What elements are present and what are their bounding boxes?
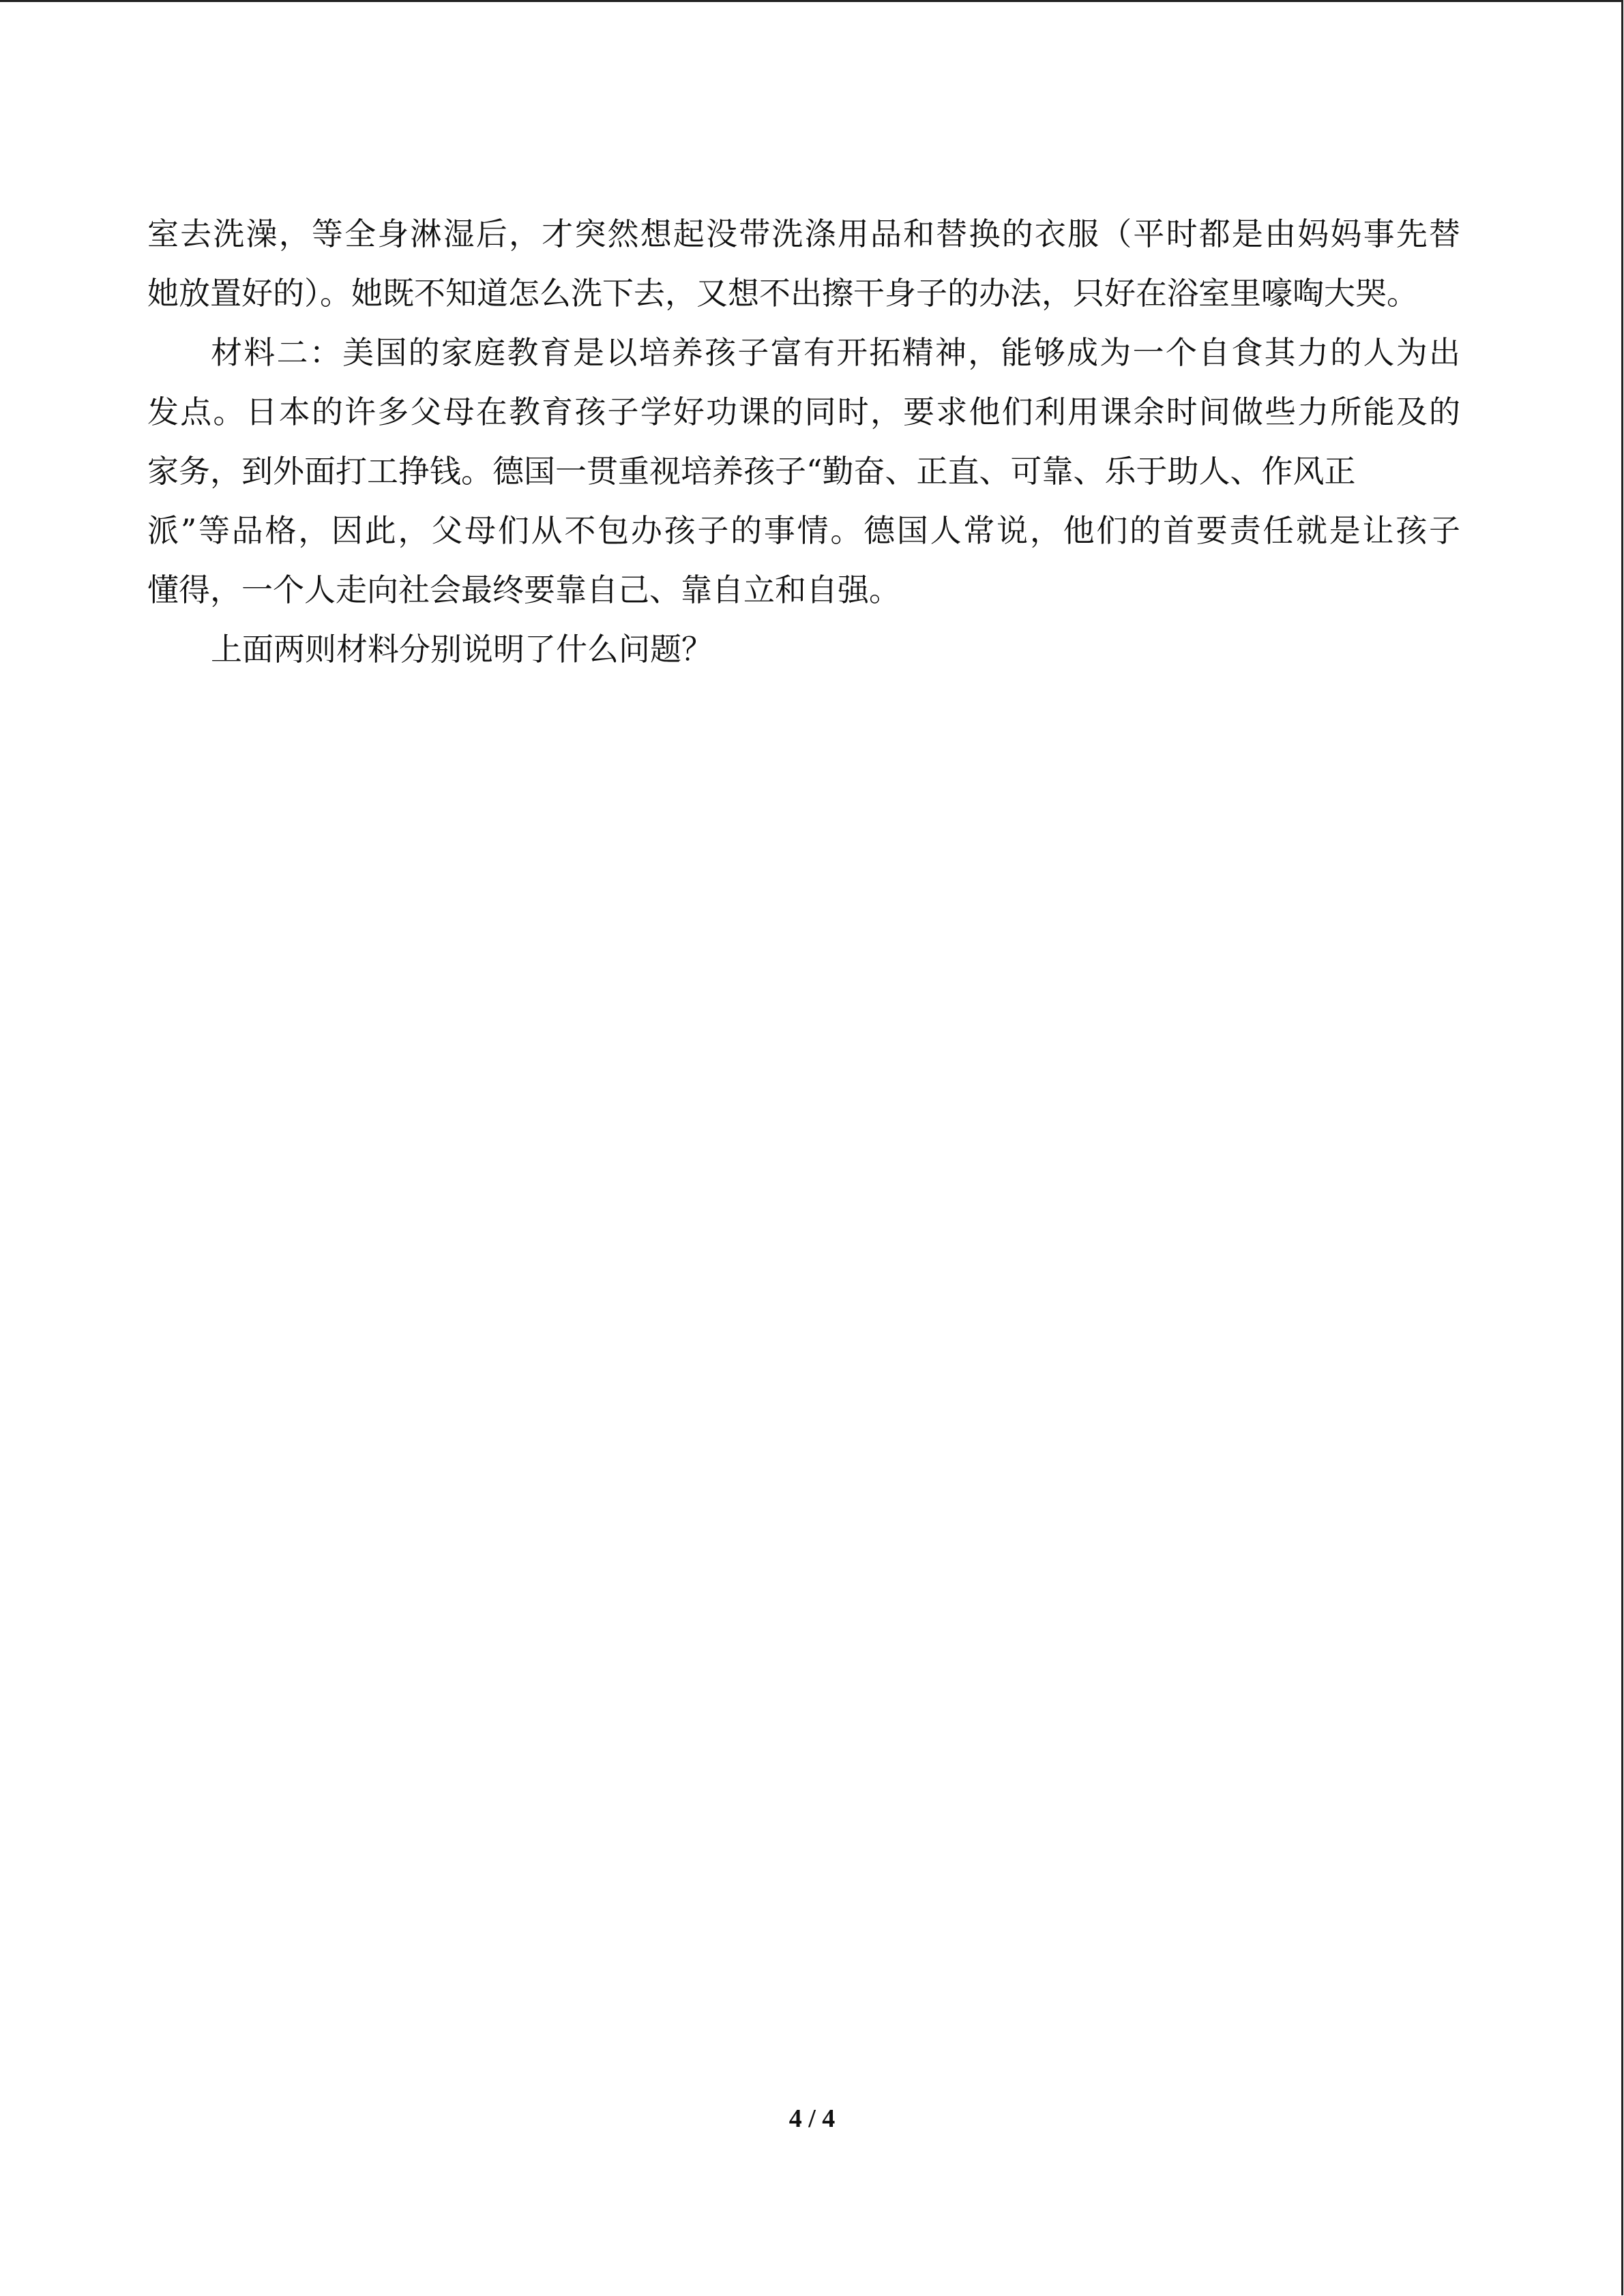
page-number: 4 / 4 bbox=[788, 2104, 836, 2133]
document-body bbox=[147, 205, 1460, 679]
material-two-line-1: 材料二：美国的家庭教育是以培养孩子富有开拓精神，能够成为一个自食其力的人为出 bbox=[211, 334, 1460, 371]
paragraph-line-2: 她放置好的）。她既不知道怎么洗下去，又想不出擦干身子的办法，只好在浴室里嚎啕大哭。 bbox=[147, 275, 1418, 312]
question-line: 上面两则材料分别说明了什么问题？ bbox=[211, 631, 713, 668]
paragraph-line-1: 室去洗澡，等全身淋湿后，才突然想起没带洗涤用品和替换的衣服（平时都是由妈妈事先替 bbox=[147, 215, 1460, 252]
material-two-line-4: 派”等品格，因此，父母们从不包办孩子的事情。德国人常说，他们的首要责任就是让孩子 bbox=[147, 512, 1460, 549]
material-two-line-3: 家务，到外面打工挣钱。德国一贯重视培养孩子“勤奋、正直、可靠、乐于助人、作风正 bbox=[147, 453, 1356, 490]
material-two-line-2: 发点。日本的许多父母在教育孩子学好功课的同时，要求他们利用课余时间做些力所能及的 bbox=[147, 393, 1460, 430]
material-two-line-5: 懂得，一个人走向社会最终要靠自己、靠自立和自强。 bbox=[147, 571, 900, 608]
